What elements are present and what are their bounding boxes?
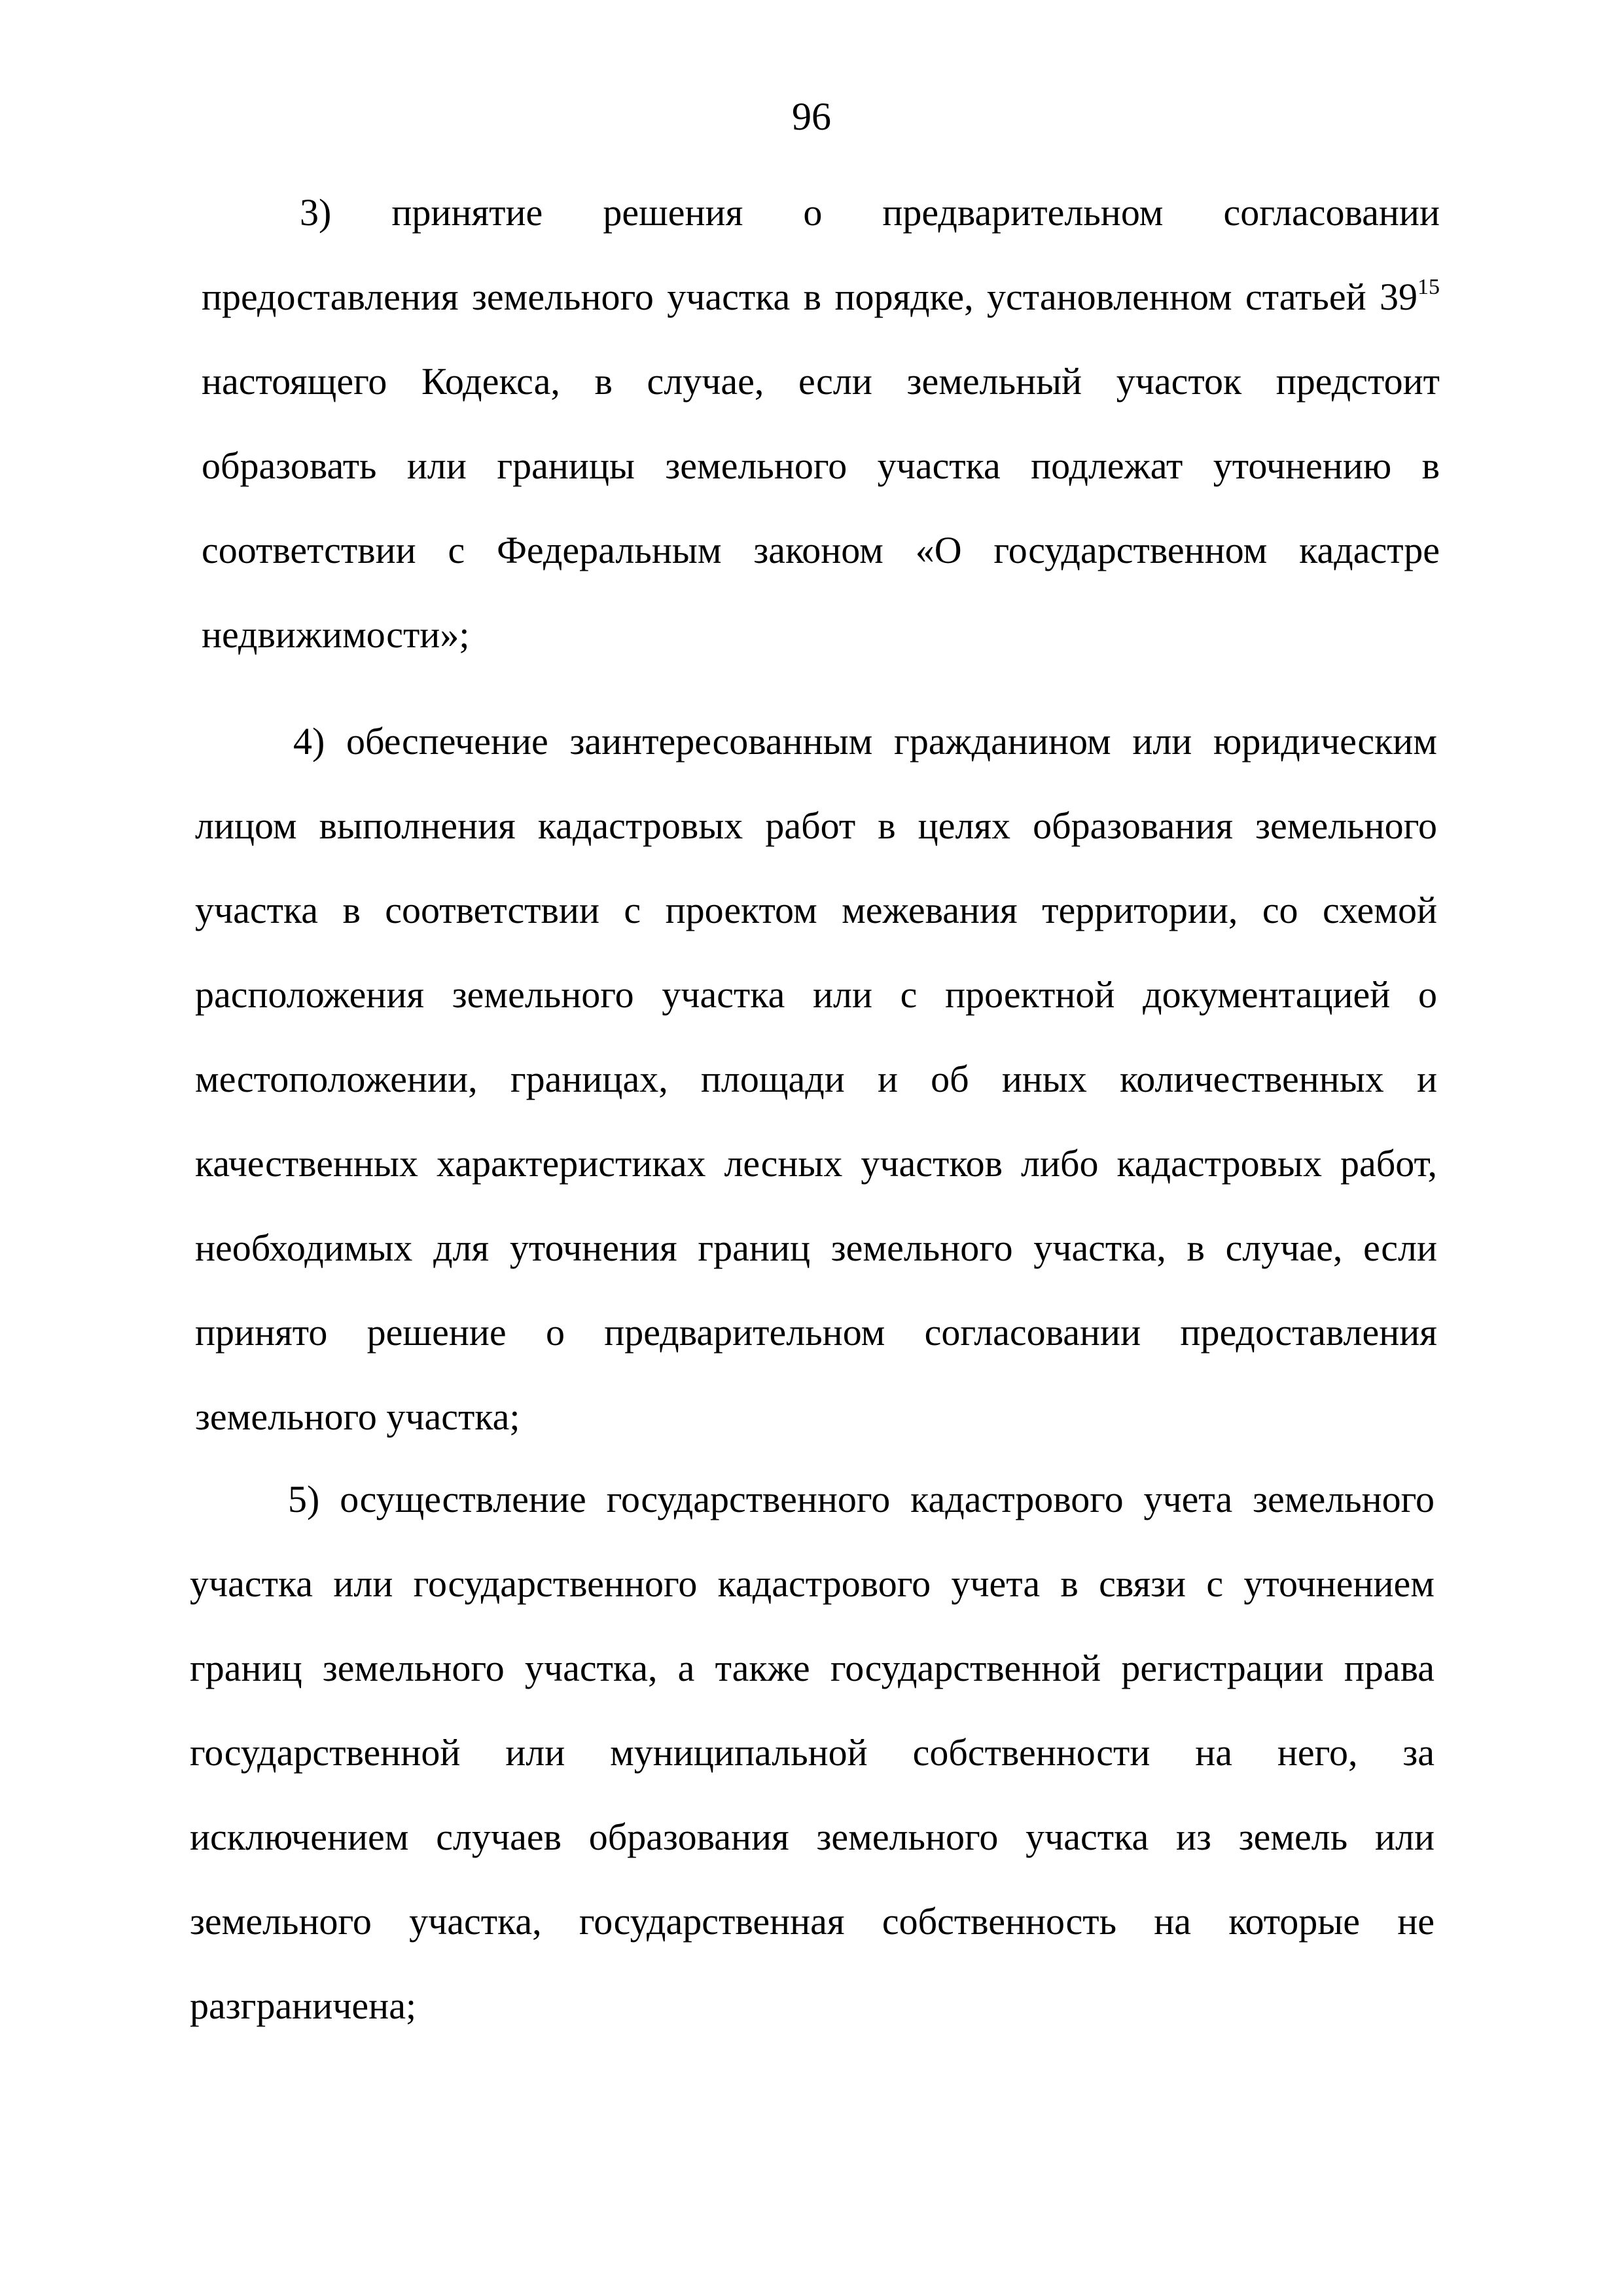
paragraph-line: принято решение о предварительном согласовании предоставления (195, 1311, 1437, 1354)
paragraph-line (202, 255, 1440, 339)
paragraph-line: исключением случаев образования земельного участка из земель или (190, 1816, 1435, 1858)
paragraph-line: соответствии с Федеральным законом «О государственном кадастре (202, 529, 1440, 571)
paragraph-line: границ земельного участка, а также государственной регистрации права (190, 1647, 1435, 1689)
paragraph-line: лицом выполнения кадастровых работ в целях образования земельного (195, 804, 1437, 847)
page-number: 96 (792, 95, 831, 138)
superscript: 15 (1418, 274, 1440, 299)
paragraph-line: расположения земельного участка или с проектной документацией о (195, 973, 1437, 1016)
paragraph-item-5 (190, 1457, 1435, 2048)
paragraph-line: земельного участка, государственная собственность на которые не (190, 1900, 1435, 1943)
paragraph-line: участка или государственного кадастрового учета в связи с уточнением (190, 1562, 1435, 1605)
paragraph-line: местоположении, границах, площади и об иных количественных и (195, 1058, 1437, 1100)
paragraph-line: образовать или границы земельного участка подлежат уточнению в (202, 444, 1440, 487)
paragraph-line: качественных характеристиках лесных участков либо кадастровых работ, (195, 1142, 1437, 1185)
paragraph-line-text: предоставления земельного участка в порядке, установленном статьей 39 (202, 276, 1418, 318)
paragraph-line: 3) принятие решения о предварительном согласовании (300, 191, 1440, 234)
paragraph-line: разграничена; (190, 1984, 417, 2027)
paragraph-line: настоящего Кодекса, в случае, если земельный участок предстоит (202, 360, 1440, 403)
paragraph-item-4 (195, 699, 1437, 1459)
paragraph-line: государственной или муниципальной собственности на него, за (190, 1731, 1435, 1774)
paragraph-line: необходимых для уточнения границ земельного участка, в случае, если (195, 1227, 1437, 1269)
paragraph-item-3 (202, 170, 1440, 677)
paragraph-line: 4) обеспечение заинтересованным гражданином или юридическим (293, 720, 1437, 762)
paragraph-line: участка в соответствии с проектом межевания территории, со схемой (195, 889, 1437, 931)
paragraph-line: недвижимости»; (202, 613, 470, 656)
paragraph-line: 5) осуществление государственного кадастрового учета земельного (288, 1478, 1435, 1520)
paragraph-line: земельного участка; (195, 1395, 520, 1438)
